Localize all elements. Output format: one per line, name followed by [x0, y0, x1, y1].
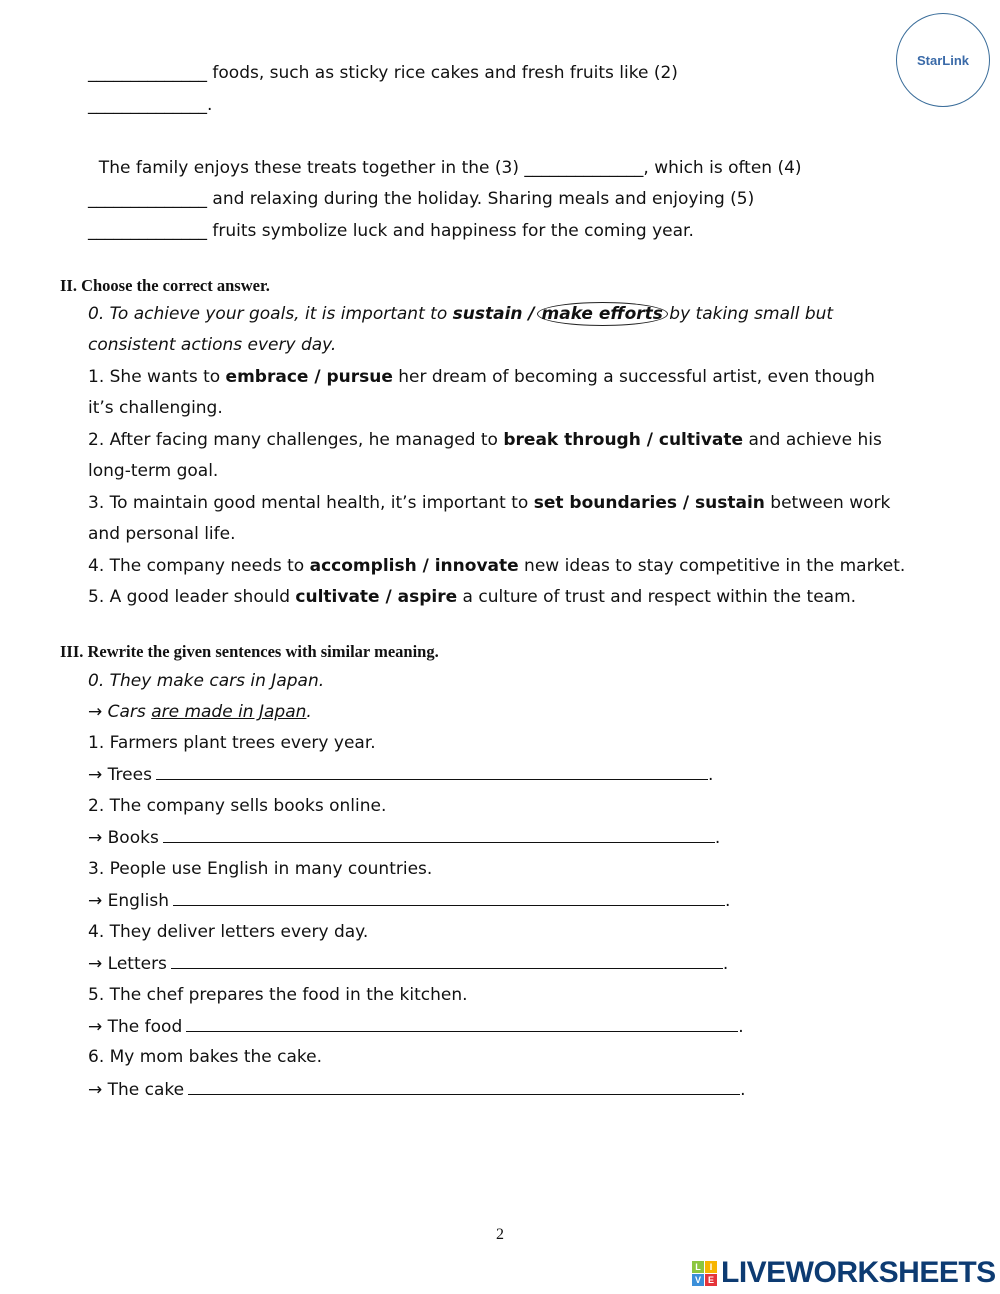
example-answer: → Cars are made in Japan.: [88, 702, 312, 722]
question-item: 1. She wants to embrace / pursue her dream of becoming a successful artist, even though: [88, 367, 875, 387]
answer-options[interactable]: set boundaries / sustain: [533, 493, 765, 513]
question-cont: and personal life.: [88, 524, 236, 544]
question-item: 2. After facing many challenges, he managed to break through / cultivate and achieve his: [88, 430, 882, 450]
example-item: 0. To achieve your goals, it is important to sustain / make efforts by taking small but: [88, 304, 834, 324]
rewrite-answer-row: → English .: [88, 891, 731, 911]
part3-heading: III. Rewrite the given sentences with similar meaning.: [60, 642, 439, 661]
part2-heading: II. Choose the correct answer.: [60, 276, 270, 295]
liveworksheets-text: LIVEWORKSHEETS: [721, 1256, 996, 1289]
rewrite-answer-row: → Books .: [88, 828, 721, 848]
rewrite-question: 6. My mom bakes the cake.: [88, 1047, 323, 1067]
answer-options[interactable]: break through / cultivate: [503, 430, 744, 450]
live-badge-icon: L I V E: [692, 1261, 717, 1286]
answer-options[interactable]: accomplish / innovate: [309, 556, 519, 576]
answer-blank[interactable]: [163, 826, 715, 843]
logo-text: StarLink: [916, 52, 969, 68]
question-cont: long-term goal.: [88, 461, 219, 481]
rewrite-question: 3. People use English in many countries.: [88, 859, 433, 879]
answer-options[interactable]: embrace / pursue: [225, 367, 393, 387]
question-item: 5. A good leader should cultivate / aspire a culture of trust and respect within the team.: [88, 587, 857, 607]
answer-blank[interactable]: [188, 1078, 740, 1095]
question-item: 4. The company needs to accomplish / innovate new ideas to stay competitive in the market.: [88, 556, 906, 576]
answer-blank[interactable]: [173, 889, 725, 906]
liveworksheets-logo: [692, 1256, 996, 1290]
answer-options[interactable]: cultivate / aspire: [295, 587, 458, 607]
rewrite-answer-row: → Trees .: [88, 765, 714, 785]
rewrite-question: 5. The chef prepares the food in the kitchen.: [88, 985, 468, 1005]
page-number: 2: [496, 1226, 504, 1243]
rewrite-answer-row: → The food .: [88, 1017, 744, 1037]
example-item-cont: consistent actions every day.: [88, 335, 337, 355]
starlink-logo: [896, 13, 990, 107]
rewrite-question: 2. The company sells books online.: [88, 796, 387, 816]
question-item: 3. To maintain good mental health, it’s important to set boundaries / sustain between work: [88, 493, 891, 513]
part1-line: ______________ fruits symbolize luck and happiness for the coming year.: [88, 221, 694, 241]
rewrite-question: 1. Farmers plant trees every year.: [88, 733, 376, 753]
answer-blank[interactable]: [186, 1015, 738, 1032]
part1-line: ______________ foods, such as sticky rice cakes and fresh fruits like (2): [88, 63, 678, 83]
question-cont: it’s challenging.: [88, 398, 223, 418]
rewrite-question: 4. They deliver letters every day.: [88, 922, 369, 942]
example-question: 0. They make cars in Japan.: [88, 671, 325, 691]
rewrite-answer-row: → Letters .: [88, 954, 729, 974]
rewrite-answer-row: → The cake .: [88, 1080, 746, 1100]
answer-blank[interactable]: [171, 952, 723, 969]
part1-line: ______________ and relaxing during the holiday. Sharing meals and enjoying (5): [88, 189, 755, 209]
part1-line: ______________.: [88, 95, 213, 115]
answer-blank[interactable]: [156, 763, 708, 780]
part1-line: The family enjoys these treats together in the (3) ______________, which is often (4): [88, 158, 802, 178]
circled-answer: make efforts: [537, 302, 668, 326]
